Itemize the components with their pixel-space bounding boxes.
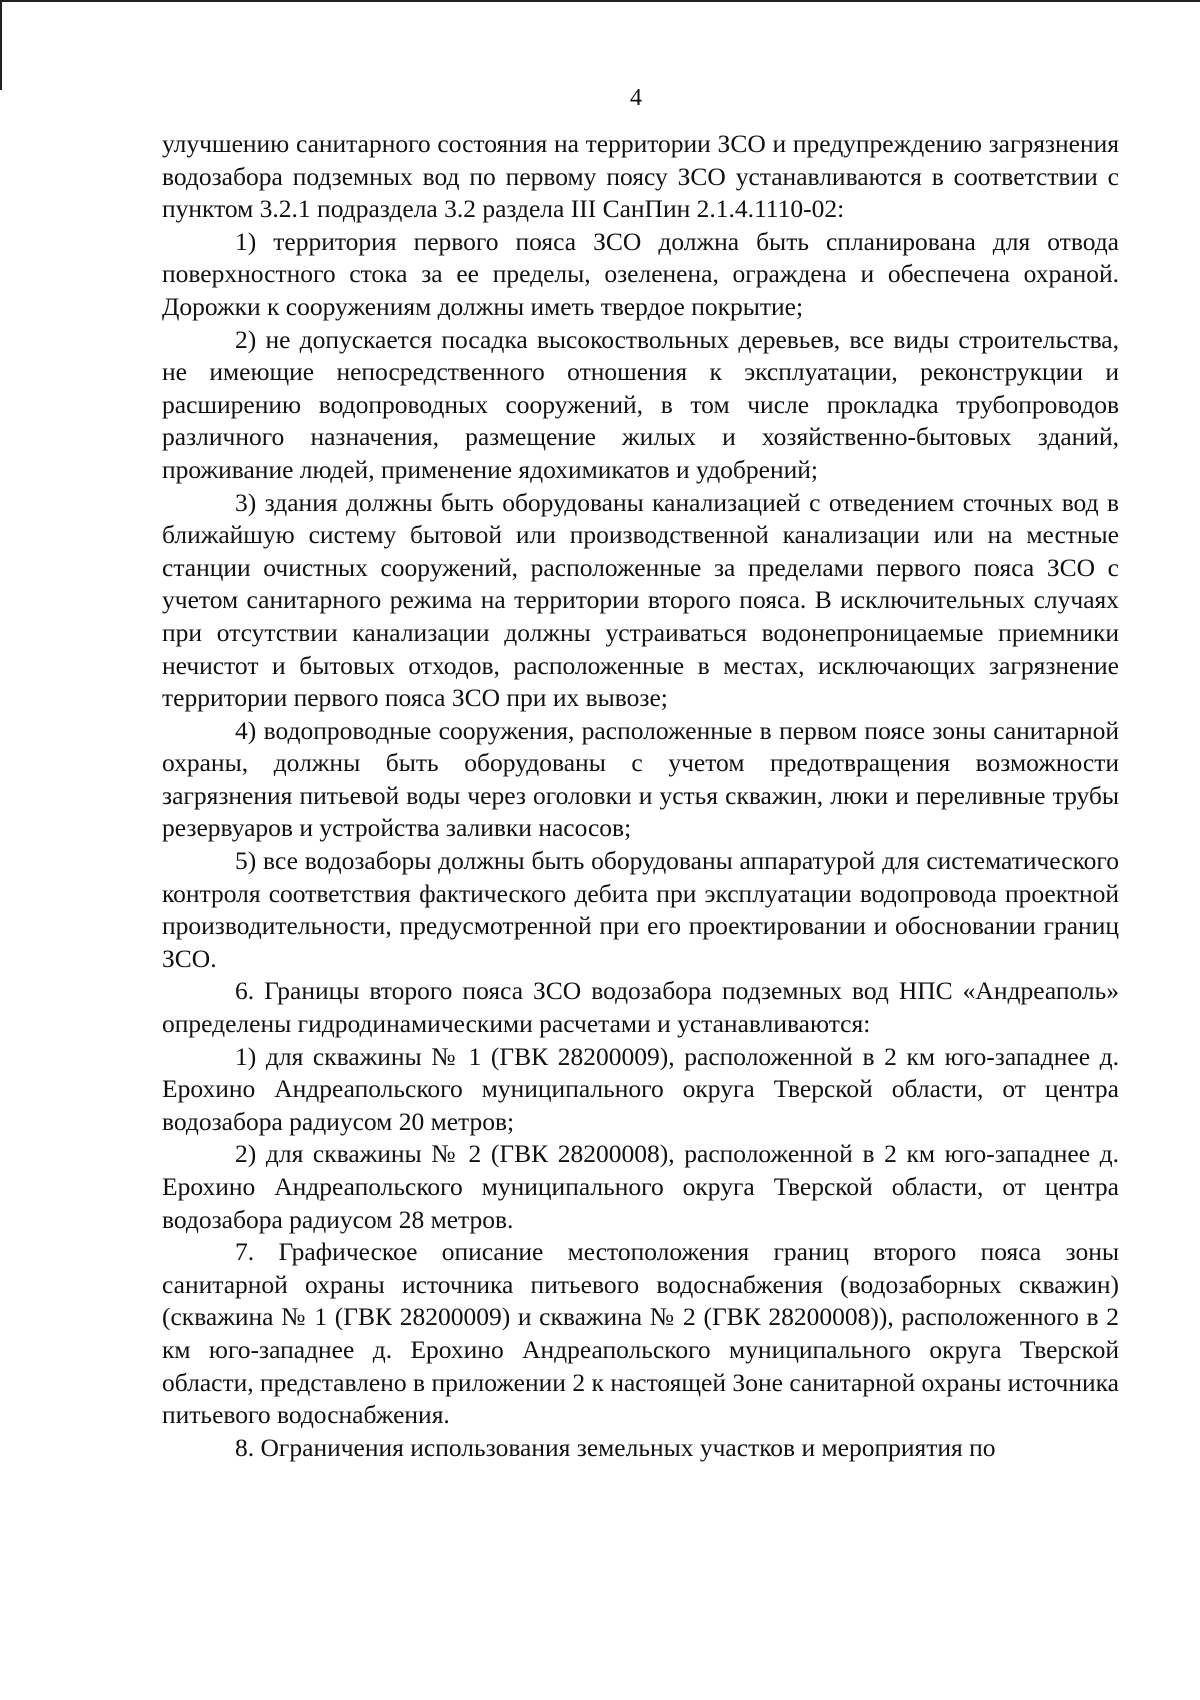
paragraph-well-1: 1) для скважины № 1 (ГВК 28200009), расположенной в 2 км юго-западнее д. Ерохино Андреапольского муниципального округа Тверской области, от центра водозабора радиусом 20 метров; xyxy=(162,1041,1119,1136)
paragraph-section-6: 6. Границы второго пояса ЗСО водозабора подземных вод НПС «Андреаполь» определены гидродинамическими расчетами и устанавливаются: xyxy=(162,976,1119,1039)
scan-border-top xyxy=(0,0,1200,2)
paragraph-section-7: 7. Графическое описание местоположения границ второго пояса зоны санитарной охраны источника питьевого водоснабжения (водозаборных скважин) (скважина № 1 (ГВК 28200009) и скважина № 2 (ГВК 28200008)), расположенного в 2 км юго-западнее д. Ерохино Андреапольского муниципального округа Тверской области, представлено в приложении 2 к настоящей Зоне санитарной охраны источника питьевого водоснабжения. xyxy=(162,1237,1119,1430)
page-number: 4 xyxy=(630,85,642,111)
paragraph-item-2: 2) не допускается посадка высокоствольных деревьев, все виды строительства, не имеющие непосредственного отношения к эксплуатации, реконструкции и расширению водопроводных сооружений, в том числе прокладка трубопроводов различного назначения, размещение жилых и хозяйственно-бытовых зданий, проживание людей, применение ядохимикатов и удобрений; xyxy=(162,324,1119,484)
paragraph-section-8: 8. Ограничения использования земельных участков и мероприятия по xyxy=(235,1432,996,1462)
paragraph-item-5: 5) все водозаборы должны быть оборудованы аппаратурой для систематического контроля соответствия фактического дебита при эксплуатации водопровода проектной производительности, предусмотренной при его проектировании и обосновании границ ЗСО. xyxy=(162,846,1119,973)
paragraph-item-4: 4) водопроводные сооружения, расположенные в первом поясе зоны санитарной охраны, должны быть оборудованы с учетом предотвращения возможности загрязнения питьевой воды через оголовки и устья скважин, люки и переливные трубы резервуаров и устройства заливки насосов; xyxy=(162,715,1119,843)
paragraph-item-3: 3) здания должны быть оборудованы канализацией с отведением сточных вод в ближайшую систему бытовой или производственной канализации или на местные станции очистных сооружений, расположенные за пределами первого пояса ЗСО с учетом санитарного режима на территории второго пояса. В исключительных случаях при отсутствии канализации должны устраиваться водонепроницаемые приемники нечистот и бытовых отходов, расположенные в местах, исключающих загрязнение территории первого пояса ЗСО при их вывозе; xyxy=(162,487,1119,713)
paragraph-item-1: 1) территория первого пояса ЗСО должна быть спланирована для отвода поверхностного стока за ее пределы, озеленена, ограждена и обеспечена охраной. Дорожки к сооружениям должны иметь твердое покрытие; xyxy=(162,226,1119,321)
document-body xyxy=(162,128,1119,1464)
paragraph-continuation: улучшению санитарного состояния на территории ЗСО и предупреждению загрязнения водозабора подземных вод по первому поясу ЗСО устанавливаются в соответствии с пунктом 3.2.1 подраздела 3.2 раздела III СанПин 2.1.4.1110-02: xyxy=(162,129,1119,224)
paragraph-well-2: 2) для скважины № 2 (ГВК 28200008), расположенной в 2 км юго-западнее д. Ерохино Андреапольского муниципального округа Тверской области, от центра водозабора радиусом 28 метров. xyxy=(162,1139,1119,1234)
scan-border-left xyxy=(0,0,2,90)
